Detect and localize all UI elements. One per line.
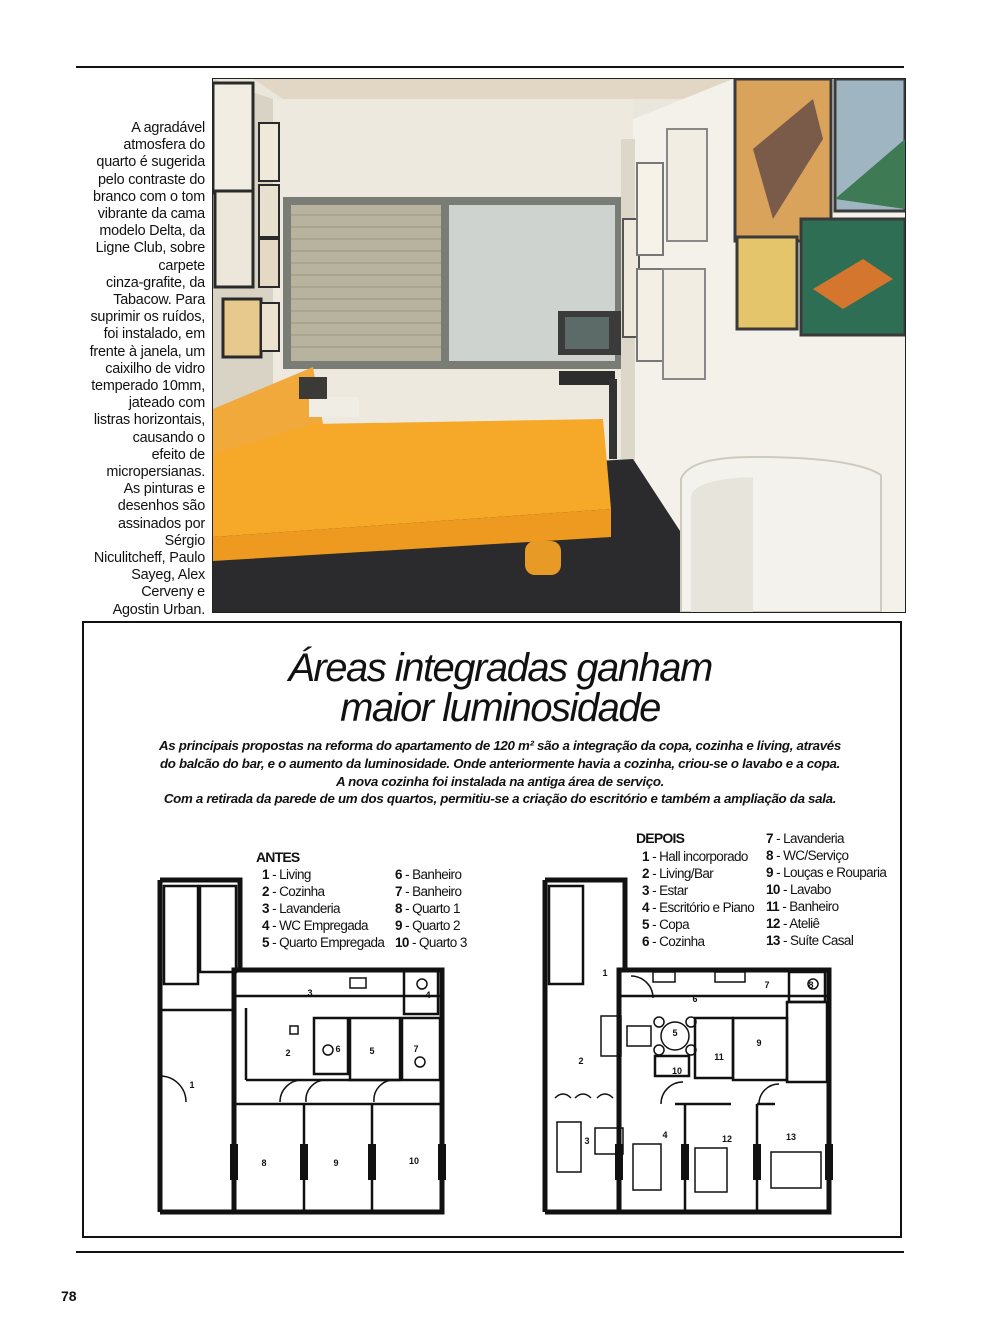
legend-dash: - <box>401 884 413 899</box>
legend-number: 3 <box>262 901 269 916</box>
depois-room-2: 2 <box>578 1056 584 1066</box>
caption-line: desenhos são <box>117 498 205 515</box>
legend-item <box>766 847 886 864</box>
caption-line: caixilho de vidro <box>105 360 205 377</box>
legend-dash: - <box>268 884 280 899</box>
antes-room-4: 4 <box>425 990 431 1000</box>
legend-label: Escritório e Piano <box>659 900 755 915</box>
caption-line: frente à janela, um <box>89 343 205 360</box>
antes-room-9: 9 <box>333 1158 339 1168</box>
legend-label: Cozinha <box>659 934 705 949</box>
bedroom-photo <box>212 78 906 613</box>
legend-dash: - <box>401 918 413 933</box>
legend-number: 2 <box>262 884 269 899</box>
legend-dash: - <box>779 916 790 931</box>
caption-line: vibrante da cama <box>97 206 205 223</box>
legend-dash: - <box>408 935 420 950</box>
legend-label: Quarto 1 <box>412 901 460 916</box>
antes-title: ANTES <box>256 849 300 865</box>
legend-number: 13 <box>766 933 780 948</box>
lead-line: As principais propostas na reforma do apartamento de 120 m² são a integração da copa, cozinha e living, através <box>159 738 841 753</box>
caption-line: atmosfera do <box>123 137 205 154</box>
legend-number: 12 <box>766 916 780 931</box>
legend-dash: - <box>268 935 280 950</box>
legend-number: 7 <box>395 884 402 899</box>
caption-line: pelo contraste do <box>97 171 205 188</box>
legend-number: 7 <box>766 831 773 846</box>
legend-label: Living/Bar <box>659 866 714 881</box>
depois-room-4: 4 <box>662 1130 668 1140</box>
depois-room-10: 10 <box>671 1066 683 1076</box>
legend-label: Lavabo <box>790 882 831 897</box>
legend-dash: - <box>779 882 791 897</box>
legend-dash: - <box>648 883 660 898</box>
caption-line: modelo Delta, da <box>99 223 205 240</box>
depois-room-8: 8 <box>808 980 814 990</box>
depois-room-3: 3 <box>584 1136 590 1146</box>
caption-line: assinados por <box>118 515 205 532</box>
legend-number: 10 <box>766 882 780 897</box>
caption-line: micropersianas. <box>106 464 205 481</box>
headline-line2: maior luminosidade <box>340 686 660 730</box>
antes-room-1: 1 <box>189 1080 195 1090</box>
caption-line: causando o <box>132 429 205 446</box>
legend-label: Lavanderia <box>783 831 844 846</box>
antes-room-3: 3 <box>307 988 313 998</box>
legend-dash: - <box>401 901 413 916</box>
legend-number: 10 <box>395 935 409 950</box>
legend-dash: - <box>648 866 660 881</box>
legend-label: Quarto Empregada <box>279 935 385 950</box>
legend-number: 6 <box>395 867 402 882</box>
caption-line: Sayeg, Alex <box>131 567 205 584</box>
antes-room-10: 10 <box>408 1156 420 1166</box>
caption-line: Agostin Urban. <box>112 601 205 618</box>
legend-label: Suíte Casal <box>790 933 854 948</box>
legend-number: 11 <box>766 899 780 914</box>
legend-number: 8 <box>395 901 402 916</box>
antes-room-7: 7 <box>413 1044 419 1054</box>
depois-room-11: 11 <box>714 1052 724 1062</box>
legend-label: WC/Serviço <box>783 848 849 863</box>
photo-caption <box>72 120 205 619</box>
legend-dash: - <box>779 899 790 914</box>
legend-dash: - <box>268 918 280 933</box>
caption-line: Tabacow. Para <box>113 292 205 309</box>
caption-line: A agradável <box>131 120 205 136</box>
depois-room-1: 1 <box>602 968 608 978</box>
caption-line: Sérgio <box>164 532 205 549</box>
legend-number: 9 <box>395 918 402 933</box>
caption-line: As pinturas e <box>123 481 205 498</box>
legend-label: Banheiro <box>412 867 462 882</box>
caption-line: temperado 10mm, <box>91 378 205 395</box>
depois-floor-plan <box>535 876 835 1216</box>
legend-number: 4 <box>262 918 269 933</box>
legend-number: 1 <box>642 849 649 864</box>
legend-dash: - <box>779 933 791 948</box>
lead-paragraph <box>108 737 892 808</box>
depois-room-12: 12 <box>721 1134 733 1144</box>
legend-dash: - <box>648 849 660 864</box>
caption-line: quarto é sugerida <box>96 154 205 171</box>
legend-label: Banheiro <box>412 884 462 899</box>
legend-label: WC Empregada <box>279 918 368 933</box>
caption-line: efeito de <box>151 446 205 463</box>
depois-room-9: 9 <box>756 1038 762 1048</box>
bottom-rule <box>76 1251 904 1253</box>
legend-label: Estar <box>659 883 688 898</box>
legend-label: Louças e Rouparia <box>783 865 887 880</box>
legend-number: 6 <box>642 934 649 949</box>
caption-line: cinza-grafite, da <box>106 274 205 291</box>
caption-line: suprimir os ruídos, <box>90 309 205 326</box>
lead-line: do balcão do bar, e o aumento da luminosidade. Onde anteriormente havia a cozinha, criou-se o lavabo e a copa. <box>159 755 841 771</box>
legend-item <box>766 830 886 847</box>
depois-room-7: 7 <box>764 980 770 990</box>
antes-room-8: 8 <box>261 1158 267 1168</box>
antes-room-6: 6 <box>335 1044 341 1054</box>
legend-label: Lavanderia <box>279 901 340 916</box>
lead-line: A nova cozinha foi instalada na antiga área de serviço. <box>335 773 665 789</box>
legend-dash: - <box>401 867 413 882</box>
caption-line: carpete <box>158 257 205 274</box>
legend-number: 5 <box>262 935 269 950</box>
legend-dash: - <box>648 900 660 915</box>
legend-number: 5 <box>642 917 649 932</box>
legend-number: 1 <box>262 867 269 882</box>
legend-item <box>642 848 754 865</box>
legend-number: 2 <box>642 866 649 881</box>
lead-line: Com a retirada da parede de um dos quartos, permitiu-se a criação do escritório e também a ampliação da sala. <box>163 791 837 807</box>
antes-room-2: 2 <box>285 1048 291 1058</box>
legend-label: Copa <box>659 917 689 932</box>
legend-dash: - <box>648 917 660 932</box>
depois-room-13: 13 <box>785 1132 797 1142</box>
caption-line: Niculitcheff, Paulo <box>93 550 205 567</box>
antes-floor-plan <box>150 876 460 1216</box>
legend-dash: - <box>772 848 784 863</box>
caption-line: branco com o tom <box>93 188 205 205</box>
legend-label: Hall incorporado <box>659 849 748 864</box>
legend-number: 9 <box>766 865 773 880</box>
caption-line: listras horizontais, <box>93 412 205 429</box>
legend-label: Cozinha <box>279 884 325 899</box>
top-rule <box>76 66 904 68</box>
depois-room-6: 6 <box>692 994 698 1004</box>
headline-line1: Áreas integradas ganham <box>288 646 712 690</box>
caption-line: Cerveny e <box>141 584 205 601</box>
legend-number: 3 <box>642 883 649 898</box>
page-number: 78 <box>61 1288 77 1304</box>
legend-dash: - <box>772 831 784 846</box>
legend-label: Quarto 2 <box>412 918 460 933</box>
legend-dash: - <box>268 901 280 916</box>
legend-label: Banheiro <box>789 899 839 914</box>
caption-line: foi instalado, em <box>103 326 205 343</box>
legend-dash: - <box>268 867 280 882</box>
legend-number: 8 <box>766 848 773 863</box>
depois-room-5: 5 <box>672 1028 678 1038</box>
legend-dash: - <box>772 865 784 880</box>
legend-number: 4 <box>642 900 649 915</box>
legend-dash: - <box>648 934 660 949</box>
legend-label: Living <box>279 867 311 882</box>
depois-title: DEPOIS <box>636 830 685 846</box>
antes-room-5: 5 <box>369 1046 375 1056</box>
caption-line: jateado com <box>128 395 205 412</box>
caption-line: Ligne Club, sobre <box>95 240 205 257</box>
legend-label: Quarto 3 <box>419 935 467 950</box>
legend-label: Ateliê <box>789 916 820 931</box>
